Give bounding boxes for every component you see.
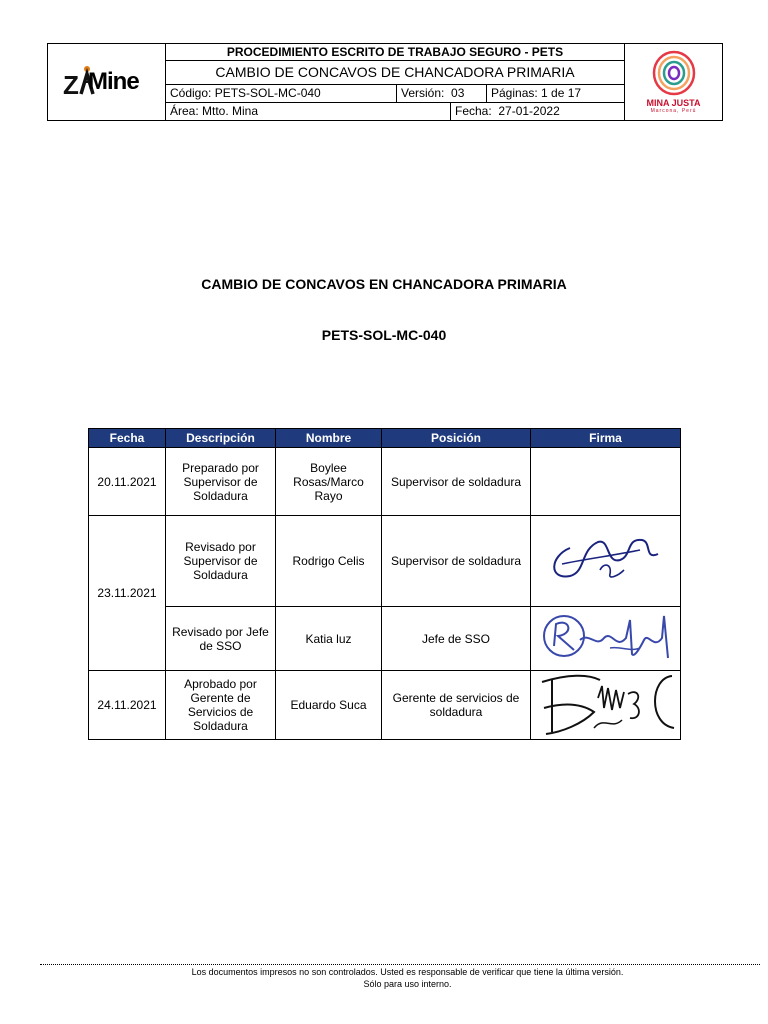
row3-posicion: Jefe de SSO xyxy=(381,606,531,671)
row4-posicion: Gerente de servicios de soldadura xyxy=(381,670,531,740)
svg-text:Z: Z xyxy=(62,70,79,100)
row4-fecha: 24.11.2021 xyxy=(88,670,166,740)
row2-fecha: 23.11.2021 xyxy=(88,515,166,671)
header-area-row xyxy=(166,103,624,120)
document-title: CAMBIO DE CONCAVOS EN CHANCADORA PRIMARIA xyxy=(201,276,567,292)
zimine-logo xyxy=(48,44,166,120)
date xyxy=(450,103,624,120)
zimine-wordmark: Mine xyxy=(88,68,139,95)
column-header-posicion: Posición xyxy=(381,428,531,448)
date-label: Fecha: xyxy=(455,104,492,118)
mina-justa-logo xyxy=(624,44,722,120)
area: Área: Mtto. Mina xyxy=(170,104,259,118)
date-value: 27-01-2022 xyxy=(498,104,560,118)
signature-katia-luz xyxy=(540,608,675,670)
approval-table xyxy=(88,428,681,740)
procedure-type: PROCEDIMIENTO ESCRITO DE TRABAJO SEGURO - PETS xyxy=(166,44,624,61)
row4-descripcion: Aprobado por Gerente de Servicios de Soldadura xyxy=(165,670,276,740)
footer-divider xyxy=(40,964,760,965)
document-code-title: PETS-SOL-MC-040 xyxy=(321,327,447,343)
mina-justa-text: MINA JUSTA xyxy=(646,98,701,108)
fingerprint-icon xyxy=(652,50,696,96)
procedure-title: CAMBIO DE CONCAVOS DE CHANCADORA PRIMARIA xyxy=(166,61,624,85)
version-label: Versión: xyxy=(401,86,445,100)
row1-firma xyxy=(530,447,681,516)
row1-posicion: Supervisor de soldadura xyxy=(381,447,531,516)
column-header-fecha: Fecha xyxy=(88,428,166,448)
row2-descripcion: Revisado por Supervisor de Soldadura xyxy=(165,515,276,607)
row2-posicion: Supervisor de soldadura xyxy=(381,515,531,607)
signature-rodrigo-celis xyxy=(540,520,670,596)
row3-nombre: Katia luz xyxy=(275,606,382,671)
column-header-nombre: Nombre xyxy=(275,428,382,448)
row1-descripcion: Preparado por Supervisor de Soldadura xyxy=(165,447,276,516)
mina-justa-subtext: Marcona, Perú xyxy=(650,108,697,114)
row1-nombre: Boylee Rosas/Marco Rayo xyxy=(275,447,382,516)
version-value: 03 xyxy=(451,86,465,100)
footer-disclaimer: Los documentos impresos no son controlados. Usted es responsable de verificar que tiene la última versión. xyxy=(191,967,624,977)
header-info xyxy=(166,44,624,120)
footer-internal-use: Sólo para uso interno. xyxy=(363,979,452,989)
column-header-descripcion: Descripción xyxy=(165,428,276,448)
row3-descripcion: Revisado por Jefe de SSO xyxy=(165,606,276,671)
pages: Páginas: 1 de 17 xyxy=(486,85,624,102)
row4-nombre: Eduardo Suca xyxy=(275,670,382,740)
version xyxy=(396,85,486,102)
row2-nombre: Rodrigo Celis xyxy=(275,515,382,607)
header-code-row xyxy=(166,85,624,103)
document-code: Código: PETS-SOL-MC-040 xyxy=(170,86,321,100)
signature-eduardo-suca xyxy=(538,668,678,738)
row1-fecha: 20.11.2021 xyxy=(88,447,166,516)
column-header-firma: Firma xyxy=(530,428,681,448)
footer xyxy=(0,966,768,990)
document-header xyxy=(47,43,723,121)
